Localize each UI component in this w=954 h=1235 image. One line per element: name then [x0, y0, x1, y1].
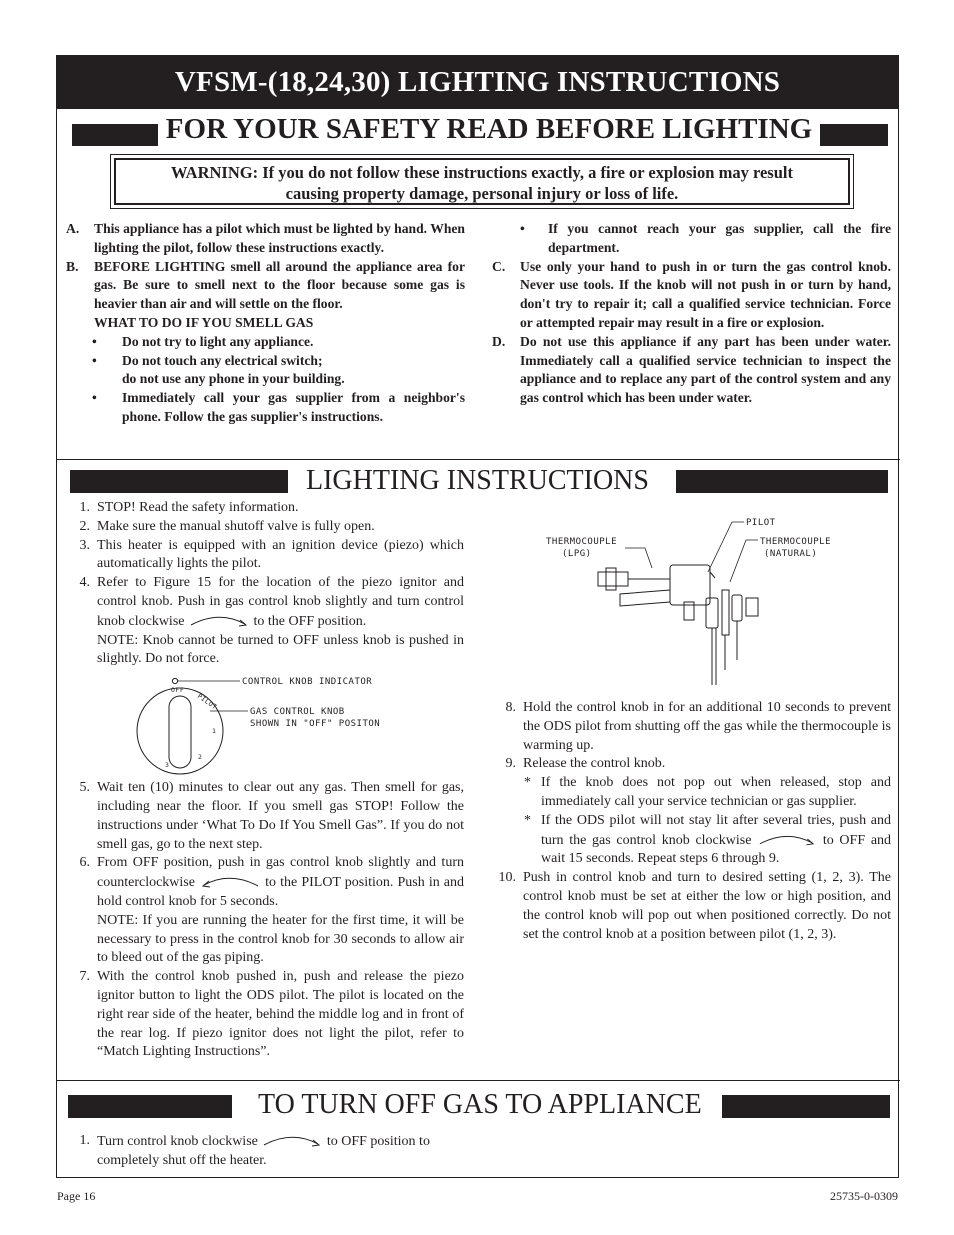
step-text-part: completely shut off the heater. — [97, 1152, 267, 1168]
document-number: 25735-0-0309 — [830, 1189, 898, 1203]
step-4 — [70, 574, 464, 669]
clockwise-arrow-icon — [188, 612, 250, 628]
turn-off-step-1 — [70, 1132, 464, 1171]
bullet-mark: • — [92, 390, 97, 406]
step-text: With the control knob pushed in, push and release the piezo ignitor button to light the ODS pilot. The pilot is located on the right rear side of the heater, behind the middle log and in front of the rear log. If piezo ignitor does not light the pilot, refer to “Match Lighting Instructions”. — [97, 969, 464, 1060]
safety-item-a — [66, 220, 465, 258]
knob-pilot-mark: PILOT — [195, 692, 219, 712]
safety-item-text: Use only your hand to push in or turn the gas control knob. Never use tools. If the knob will not push in or turn by hand, don't try to repair it; call a qualified service technician. Force or attempted repair may result in a fire or explosion. — [520, 258, 891, 330]
step-text-part: Refer to Figure 15 for the location of the piezo ignitor and control knob. Push in gas control knob slightly and turn control knob clockwise — [97, 575, 464, 629]
step-text-part: to OFF position to — [326, 1134, 430, 1149]
subitem-text: If the knob does not pop out when released, stop and immediately call your service technician or gas supplier. — [541, 775, 891, 809]
knob-indicator-label: CONTROL KNOB INDICATOR — [242, 677, 373, 688]
section-divider — [57, 1080, 900, 1081]
knob-label-line-1: GAS CONTROL KNOB — [250, 707, 345, 718]
heading-bar-right — [820, 124, 888, 146]
safety-item-d — [492, 333, 891, 408]
knob-setting-mark: 2 — [198, 753, 203, 762]
safety-item-label: C. — [492, 258, 506, 274]
clockwise-arrow-icon — [261, 1132, 323, 1148]
safety-bullet — [66, 333, 465, 352]
step-text: Wait ten (10) minutes to clear out any gas. Then smell for gas, including near the floor. If you smell gas STOP! Follow the instructions under ‘What To Do If You Smell Gas”. If you do not smell gas, go to the next step. — [97, 780, 464, 852]
step-number: 6. — [79, 855, 90, 871]
safety-bullet-text: If you cannot reach your gas supplier, call the fire department. — [548, 221, 891, 255]
safety-item-text: Do not use this appliance if any part has been under water. Immediately call a qualified service technician to inspect the appliance and to replace any part of the control system and any gas control which has been under water. — [520, 333, 891, 406]
step-text-part: From OFF position, push in gas control knob slightly and turn counterclockwise — [97, 855, 464, 891]
knob-setting-mark: 1 — [212, 727, 217, 736]
step-number: 5. — [79, 780, 90, 796]
step-text: STOP! Read the safety information. — [97, 500, 299, 515]
safety-bullet — [492, 220, 891, 258]
page-title: VFSM-(18,24,30) LIGHTING INSTRUCTIONS — [57, 56, 898, 109]
step-8 — [496, 699, 891, 755]
step-6 — [70, 854, 464, 968]
safety-item-text: This appliance has a pilot which must be lighted by hand. When lighting the pilot, follow these instructions exactly. — [94, 221, 465, 255]
thermocouple-lpg-sublabel: (LPG) — [562, 549, 592, 559]
control-knob-diagram — [70, 669, 464, 779]
bullet-mark: • — [92, 352, 97, 368]
subitem-text-part: and wait 15 seconds. Repeat steps 6 through 9. — [541, 832, 892, 867]
safety-bullet-text: Do not touch any electrical switch; — [122, 352, 323, 368]
step-number: 3. — [79, 537, 90, 553]
warning-line-1: WARNING: If you do not follow these instructions exactly, a fire or explosion may result — [171, 163, 793, 182]
heading-bar-left — [72, 124, 158, 146]
heading-bar-left — [70, 470, 288, 493]
thermocouple-lpg-label: THERMOCOUPLE — [546, 537, 618, 547]
safety-right-column — [492, 220, 891, 408]
pilot-assembly-diagram — [540, 510, 832, 690]
warning-box — [110, 154, 854, 209]
step-text: Push in control knob and turn to desired setting (1, 2, 3). The control knob must be set at either the low or high position, and the control knob will pop out when positioned correctly. Do not set the control knob at a position between pilot (1, 2, 3). — [523, 870, 891, 942]
turn-off-heading: TO TURN OFF GAS TO APPLIANCE — [258, 1089, 702, 1120]
safety-bullet-text: Do not try to light any appliance. — [122, 333, 314, 349]
safety-item-label: D. — [492, 333, 506, 349]
bullet-mark: • — [520, 221, 525, 236]
step-text: Hold the control knob in for an additional 10 seconds to prevent the ODS pilot from shutting off the gas while the thermocouple is warming up. — [523, 700, 891, 753]
step-number: 1. — [79, 1133, 90, 1148]
smell-gas-heading: WHAT TO DO IF YOU SMELL GAS — [94, 314, 314, 330]
knob-setting-mark: 3 — [165, 761, 170, 770]
steps-left-column — [70, 499, 464, 1062]
asterisk-mark: * — [524, 775, 531, 791]
step-number: 1. — [79, 500, 90, 515]
section-divider — [57, 459, 900, 460]
steps-right-column — [496, 699, 891, 944]
step-text: Release the control knob. — [523, 756, 666, 772]
asterisk-mark: * — [524, 812, 531, 828]
step-1 — [70, 499, 464, 518]
step-number: 4. — [79, 575, 90, 591]
step-3 — [70, 537, 464, 575]
knob-indicator-dot — [172, 679, 177, 684]
step-note: NOTE: Knob cannot be turned to OFF unless knob is pushed in slightly. Do not force. — [97, 632, 464, 667]
safety-item-b — [66, 258, 465, 333]
step-note: NOTE: If you are running the heater for the first time, it will be necessary to press in the control knob for 30 seconds to allow air to bleed out of the gas piping. — [97, 912, 464, 966]
safety-item-text: BEFORE LIGHTING smell all around the appliance area for gas. Be sure to smell next to the floor because some gas is heavier than air and will settle on the floor. — [94, 258, 465, 312]
safety-bullet-text: Immediately call your gas supplier from a neighbor's phone. Follow the gas supplier's instructions. — [122, 390, 465, 424]
safety-item-label: A. — [66, 221, 80, 236]
clockwise-arrow-icon — [757, 831, 817, 847]
safety-left-column — [66, 220, 465, 427]
safety-bullet-text: do not use any phone in your building. — [122, 371, 345, 387]
safety-heading: FOR YOUR SAFETY READ BEFORE LIGHTING — [165, 113, 813, 145]
subitem-text-part: If the ODS pilot will not stay lit after several tries, push and turn the gas control knob clockwise — [541, 812, 891, 848]
safety-bullet — [66, 389, 465, 427]
step-number: 7. — [79, 969, 90, 985]
step-text: Make sure the manual shutoff valve is fully open. — [97, 518, 375, 534]
heading-bar-left — [68, 1095, 232, 1118]
step-5 — [70, 779, 464, 854]
step-text — [97, 1132, 464, 1171]
step-text-part: to the OFF position. — [253, 613, 367, 629]
subitem-text-part: to OFF — [822, 832, 866, 848]
step-9 — [496, 755, 891, 774]
step-text — [97, 574, 464, 631]
turn-off-steps — [70, 1132, 464, 1171]
step-2 — [70, 518, 464, 537]
step-9-subitem — [496, 774, 891, 812]
step-text: This heater is equipped with an ignition device (piezo) which automatically lights the pilot. — [97, 537, 464, 572]
heading-bar-right — [722, 1095, 890, 1118]
step-number: 2. — [79, 518, 90, 534]
thermocouple-natural-label: THERMOCOUPLE — [760, 537, 832, 547]
subitem-text — [541, 812, 891, 869]
step-10 — [496, 869, 891, 944]
pilot-label: PILOT — [746, 518, 776, 528]
warning-text — [114, 158, 850, 205]
knob-label-line-2: SHOWN IN "OFF" POSITON — [250, 719, 381, 730]
step-number: 10. — [498, 870, 516, 886]
knob-grip — [169, 696, 191, 768]
safety-item-label: B. — [66, 258, 79, 274]
step-7 — [70, 968, 464, 1062]
page-number: Page 16 — [57, 1189, 96, 1203]
counterclockwise-arrow-icon — [199, 873, 261, 889]
thermocouple-natural-sublabel: (NATURAL) — [764, 549, 818, 559]
step-text-part: to the PILOT position. Push in and hold control knob for 5 seconds. — [97, 875, 465, 909]
safety-item-c — [492, 258, 891, 333]
lighting-heading: LIGHTING INSTRUCTIONS — [306, 465, 649, 496]
heading-bar-right — [676, 470, 888, 493]
warning-line-2: causing property damage, personal injury or loss of life. — [285, 184, 679, 203]
step-text-part: Turn control knob clockwise — [97, 1134, 258, 1149]
safety-bullet — [66, 352, 465, 390]
step-9-subitem — [496, 812, 891, 869]
step-number: 8. — [505, 700, 516, 715]
step-text — [97, 854, 464, 911]
bullet-mark: • — [92, 333, 97, 349]
step-number: 9. — [505, 756, 516, 772]
knob-off-mark: OFF — [171, 686, 185, 695]
